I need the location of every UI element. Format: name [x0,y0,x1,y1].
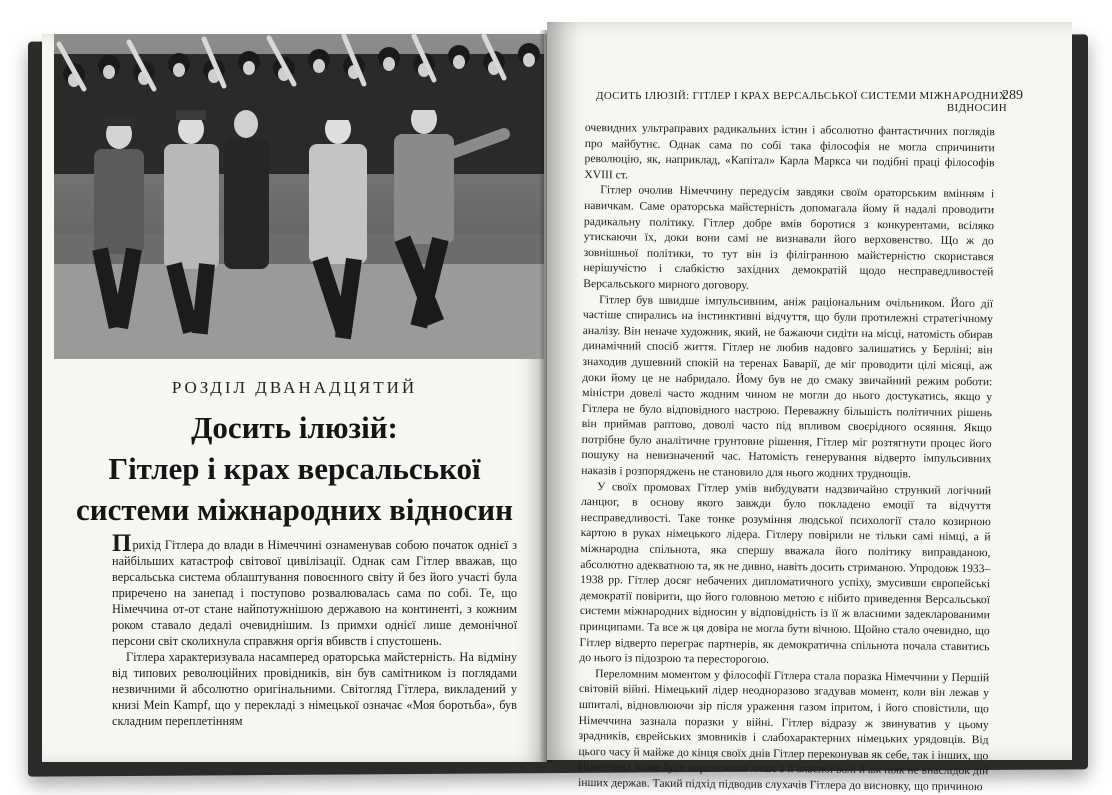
paragraph: У своїх промовах Гітлер умів вибудувати надзвичайно стрункий логічний ланцюг, в основу якого завжди було покладено емоції та відчуття несправедливості. Таке тонке розуміння людської психології стало козирною картою в руках німецького лідера. Гітлеру повірили не тільки самі німці, а й міжнародна спільнота, яка спершу вважала його політику виправданою, абсолютно адекватною та, як не дивно, навіть досить стриманою. Упродовж 1933–1938 рр. Гітлер досяг небачених дипломатичного успіху, змусивши європейські демократії повірити, що його головною метою є нібито приведення Версальської системи міжнародних відносин у відповідність із її ж власними задекларованими принципами. Та все ж ця довіра не могла бути вічною. Щойно стало очевидно, що Гітлер відверто переграє партнерів, як демократична спільнота почала ставитись до нього із підозрою та пересторогою. [579,479,992,667]
parade-photo-illustration [54,34,544,359]
paragraph [112,530,517,649]
chapter-title [42,407,547,530]
right-page [547,22,1072,794]
drop-cap: П [112,530,132,557]
paragraph-text: рихід Гітлера до влади в Німеччині ознаменував собою початок однієї з найбільших катастроф світової цивілізації. Однак сам Гітлер вважав, що версальська система облаштування повоєнного світу й без його участі була приречено на занепад і поступово розвалювалась сама по собі. Те, що Німеччина от-от стане найпотужнішою державою на континенті, з кожним роком ставало дедалі очевиднішим. Із примхи однієї лише демонічної персони світ сколихнула справжня оргія вбивств і спустошень. [112,538,517,648]
paragraph: Гітлер був швидше імпульсивним, аніж раціональним очільником. Його дії частіше спирались на інстинктивні відчуття, що були протилежні стратегічному аналізу. Він неначе художник, який, не бажаючи сидіти на місці, натомість обирав динамічний спосіб життя. Гітлер не любив надовго залишатись у Берліні; він знаходив душевний спокій на теренах Баварії, де міг проводити цілі місяці, аж доки йому це не набридало. Йому був не до смаку звичайний режим роботи: міністри довелі часто жодним чином не могли до нього достукатись, якщо у Гітлера не було відповідного настрою. Переважну більшість політичних рішень він приймав раптово, доволі часто під впливом своєрідного осяяння. Якщо потрібне було аналітичне грунтовне рішення, Гітлер міг розтягнути процес його пошуку на невизначений час. Натомість генерування відверто імпульсивних наказів і розпоряджень не становило для нього жодних труднощів. [581,292,994,481]
page-number: 289 [1002,88,1023,103]
paragraph: Гітлер очолив Німеччину передусім завдяки своїм ораторським вмінням і навичкам. Саме ораторська майстерність допомагала йому й надалі проводити радикальну політику. Гітлер добре вмів боротися з конкурентами, всіляко утискаючи їх, доки вони самі не визнавали його верховенство. Що ж до зовнішньої політики, то тут він із філігранною майстерністю скористався нерішучістю і слабкістю західних демократій щодо несправедливостей Версальського мирного договору. [583,183,995,292]
chapter-title-line: Гітлер і крах версальської [108,451,481,486]
historical-photograph [54,34,544,359]
paragraph: Переломним моментом у філософії Гітлера стала поразка Німеччини у Першій світовій війні. Німецький лідер неодноразово згадував момент, коли він лежав у шпиталі, відновлюючи зір після ураження газом іпритом, і його сповістили, що Німеччина зазнала поразки у війні. Гітлер відразу ж звинуватив у цьому зрадників, єврейських змовників і слабохарактерних німецьких урядовців. Від цього часу й майже до кінця своїх днів Гітлер переконував як себе, так і інших, що Німеччина може бути переможена лише з її власної волі й аж ніяк не внаслідок дій інших держав. Такий підхід підводив слухачів Гітлера до висновку, що причиною [577,666,990,794]
paragraph: очевидних ультраправих радикальних істин і абсолютно фантастичних поглядів про майбутнє. Однак сама по собі така філософія не могла спричинити революцію, як, наприклад, «Капітал» Карла Маркса чи подібні праці філософів XVIII ст. [584,120,995,182]
right-page-body [578,120,995,795]
running-head: ДОСИТЬ ІЛЮЗІЙ: ГІТЛЕР І КРАХ ВЕРСАЛЬСЬКОЇ СИСТЕМИ МІЖНАРОДНИХ ВІДНОСИН [596,90,1007,114]
left-page-body [112,530,517,729]
chapter-number-label: РОЗДІЛ ДВАНАДЦЯТИЙ [171,378,418,397]
paragraph: Гітлера характеризувала насамперед ораторська майстерність. На відміну від типових революційних провідників, він був самітником із поглядами незвичними й абсолютно оригінальними. Світогляд Гітлера, викладений у книзі Mein Kampf, що у перекладі з німецької означає «Моя боротьба», був складним переплетінням [112,650,517,728]
left-page [42,34,547,762]
chapter-title-line: Досить ілюзій: [191,410,398,445]
chapter-title-line: системи міжнародних відносин [75,492,514,527]
